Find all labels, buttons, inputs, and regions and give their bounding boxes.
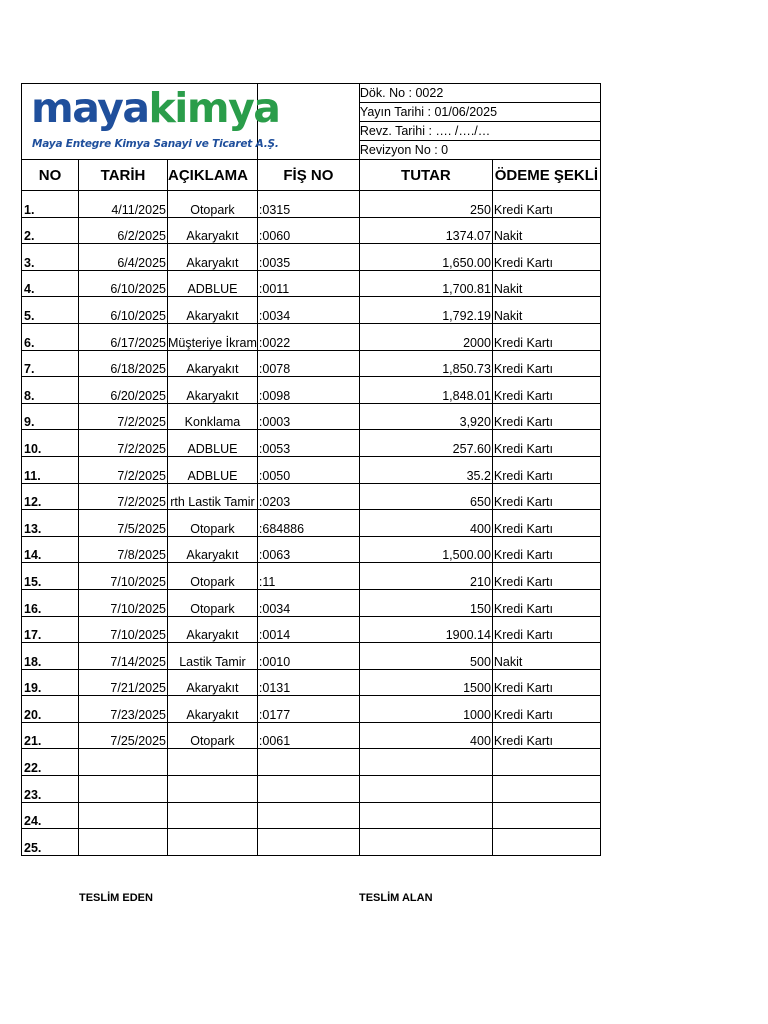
cell-receipt-no: :0034 — [257, 297, 359, 324]
cell-payment: Kredi Kartı — [492, 510, 600, 537]
cell-amount: 3,920 — [359, 403, 492, 430]
cell-no: 19. — [22, 669, 79, 696]
cell-no: 25. — [22, 829, 79, 856]
cell-date — [79, 829, 168, 856]
cell-receipt-no: :0060 — [257, 217, 359, 244]
table-row — [22, 616, 601, 643]
cell-amount: 150 — [359, 589, 492, 616]
column-header-amount: TUTAR — [359, 160, 492, 191]
cell-description: Otopark — [168, 722, 258, 749]
cell-date: 7/2/2025 — [79, 403, 168, 430]
cell-description: Akaryakıt — [168, 616, 258, 643]
logo-word-maya: maya — [31, 84, 149, 132]
cell-payment: Nakit — [492, 270, 600, 297]
cell-receipt-no: :0022 — [257, 323, 359, 350]
cell-description: ADBLUE — [168, 456, 258, 483]
table-row — [22, 669, 601, 696]
cell-no: 20. — [22, 696, 79, 723]
table-row — [22, 456, 601, 483]
cell-date: 7/2/2025 — [79, 430, 168, 457]
table-row — [22, 377, 601, 404]
cell-description — [168, 749, 258, 776]
cell-no: 22. — [22, 749, 79, 776]
cell-date: 6/10/2025 — [79, 270, 168, 297]
cell-payment: Kredi Kartı — [492, 456, 600, 483]
cell-date: 4/11/2025 — [79, 191, 168, 218]
expense-sheet-table — [21, 83, 601, 856]
cell-amount: 1,792.19 — [359, 297, 492, 324]
table-row — [22, 829, 601, 856]
cell-description: Akaryakıt — [168, 350, 258, 377]
cell-amount: 1,700.81 — [359, 270, 492, 297]
table-row — [22, 483, 601, 510]
cell-description: Otopark — [168, 191, 258, 218]
cell-receipt-no: :0010 — [257, 643, 359, 670]
cell-receipt-no: :0063 — [257, 536, 359, 563]
cell-payment: Kredi Kartı — [492, 669, 600, 696]
cell-amount — [359, 802, 492, 829]
cell-receipt-no — [257, 776, 359, 803]
table-row — [22, 536, 601, 563]
cell-no: 12. — [22, 483, 79, 510]
cell-no: 3. — [22, 244, 79, 271]
cell-amount: 2000 — [359, 323, 492, 350]
cell-description: Konklama — [168, 403, 258, 430]
cell-receipt-no: :0011 — [257, 270, 359, 297]
table-row — [22, 696, 601, 723]
cell-amount — [359, 776, 492, 803]
cell-no: 10. — [22, 430, 79, 457]
cell-no: 16. — [22, 589, 79, 616]
cell-payment: Kredi Kartı — [492, 722, 600, 749]
cell-receipt-no: :0053 — [257, 430, 359, 457]
cell-description: Otopark — [168, 563, 258, 590]
cell-receipt-no: :0014 — [257, 616, 359, 643]
cell-no: 4. — [22, 270, 79, 297]
table-row — [22, 430, 601, 457]
cell-description — [168, 829, 258, 856]
table-row — [22, 403, 601, 430]
logo-wordmark — [31, 84, 279, 132]
cell-amount: 1900.14 — [359, 616, 492, 643]
cell-description: Akaryakıt — [168, 696, 258, 723]
cell-payment: Kredi Kartı — [492, 589, 600, 616]
table-row — [22, 643, 601, 670]
cell-date: 7/8/2025 — [79, 536, 168, 563]
cell-payment: Kredi Kartı — [492, 323, 600, 350]
cell-payment: Kredi Kartı — [492, 616, 600, 643]
cell-no: 21. — [22, 722, 79, 749]
cell-payment: Kredi Kartı — [492, 377, 600, 404]
cell-no: 11. — [22, 456, 79, 483]
table-row — [22, 802, 601, 829]
table-row — [22, 297, 601, 324]
cell-date — [79, 776, 168, 803]
cell-date: 6/20/2025 — [79, 377, 168, 404]
cell-payment: Kredi Kartı — [492, 563, 600, 590]
cell-payment: Kredi Kartı — [492, 430, 600, 457]
cell-receipt-no — [257, 802, 359, 829]
cell-no: 23. — [22, 776, 79, 803]
table-row — [22, 270, 601, 297]
cell-payment: Nakit — [492, 297, 600, 324]
cell-receipt-no: :0315 — [257, 191, 359, 218]
cell-receipt-no: :0131 — [257, 669, 359, 696]
cell-receipt-no: :11 — [257, 563, 359, 590]
table-row — [22, 217, 601, 244]
company-logo — [22, 84, 280, 160]
column-header-date: TARİH — [79, 160, 168, 191]
cell-payment — [492, 802, 600, 829]
cell-description: Müşteriye İkram — [168, 323, 258, 350]
cell-payment: Kredi Kartı — [492, 403, 600, 430]
cell-date: 7/2/2025 — [79, 456, 168, 483]
cell-no: 24. — [22, 802, 79, 829]
cell-date — [79, 802, 168, 829]
cell-amount: 1,850.73 — [359, 350, 492, 377]
column-header-payment: ÖDEME ŞEKLİ — [492, 160, 600, 191]
column-header-row — [22, 160, 601, 191]
cell-no: 13. — [22, 510, 79, 537]
header-row-1 — [22, 84, 601, 103]
cell-receipt-no: :0035 — [257, 244, 359, 271]
cell-receipt-no: :0003 — [257, 403, 359, 430]
cell-receipt-no — [257, 829, 359, 856]
cell-date: 7/21/2025 — [79, 669, 168, 696]
cell-date: 6/2/2025 — [79, 217, 168, 244]
cell-date: 6/18/2025 — [79, 350, 168, 377]
cell-payment: Kredi Kartı — [492, 350, 600, 377]
cell-date: 6/17/2025 — [79, 323, 168, 350]
cell-description: Akaryakıt — [168, 669, 258, 696]
cell-description: Lastik Tamir — [168, 643, 258, 670]
cell-description — [168, 802, 258, 829]
cell-payment: Kredi Kartı — [492, 244, 600, 271]
cell-no: 2. — [22, 217, 79, 244]
cell-amount: 1,650.00 — [359, 244, 492, 271]
cell-amount: 1,848.01 — [359, 377, 492, 404]
column-header-receipt-no: FİŞ NO — [257, 160, 359, 191]
table-row — [22, 589, 601, 616]
delivered-by-label: TESLİM EDEN — [79, 892, 153, 904]
cell-payment: Kredi Kartı — [492, 191, 600, 218]
cell-no: 6. — [22, 323, 79, 350]
cell-amount: 210 — [359, 563, 492, 590]
cell-description: Akaryakıt — [168, 536, 258, 563]
cell-amount: 400 — [359, 722, 492, 749]
cell-payment: Kredi Kartı — [492, 696, 600, 723]
cell-no: 15. — [22, 563, 79, 590]
table-row — [22, 510, 601, 537]
cell-description: Otopark — [168, 589, 258, 616]
cell-amount: 35.2 — [359, 456, 492, 483]
cell-payment — [492, 829, 600, 856]
table-row — [22, 776, 601, 803]
cell-payment: Nakit — [492, 643, 600, 670]
cell-description: Akaryakıt — [168, 217, 258, 244]
cell-amount: 1000 — [359, 696, 492, 723]
cell-date: 7/10/2025 — [79, 616, 168, 643]
cell-description: Akaryakıt — [168, 244, 258, 271]
cell-no: 5. — [22, 297, 79, 324]
cell-receipt-no: :0050 — [257, 456, 359, 483]
table-row — [22, 323, 601, 350]
cell-no: 7. — [22, 350, 79, 377]
cell-amount: 250 — [359, 191, 492, 218]
cell-payment — [492, 749, 600, 776]
table-row — [22, 722, 601, 749]
cell-date — [79, 749, 168, 776]
revision-number: Revizyon No : 0 — [359, 141, 600, 160]
cell-payment: Nakit — [492, 217, 600, 244]
logo-subtitle: Maya Entegre Kimya Sanayi ve Ticaret A.Ş. — [32, 138, 279, 150]
cell-payment: Kredi Kartı — [492, 483, 600, 510]
received-by-label: TESLİM ALAN — [359, 892, 433, 904]
table-row — [22, 191, 601, 218]
cell-description: ADBLUE — [168, 270, 258, 297]
cell-receipt-no: :0061 — [257, 722, 359, 749]
table-row — [22, 244, 601, 271]
table-row — [22, 749, 601, 776]
cell-no: 8. — [22, 377, 79, 404]
cell-date: 7/25/2025 — [79, 722, 168, 749]
cell-date: 7/2/2025 — [79, 483, 168, 510]
cell-date: 7/10/2025 — [79, 563, 168, 590]
cell-amount: 1374.07 — [359, 217, 492, 244]
cell-date: 7/5/2025 — [79, 510, 168, 537]
cell-amount: 400 — [359, 510, 492, 537]
cell-amount: 1500 — [359, 669, 492, 696]
publish-date: Yayın Tarihi : 01/06/2025 — [359, 103, 600, 122]
cell-no: 9. — [22, 403, 79, 430]
cell-receipt-no: :0177 — [257, 696, 359, 723]
cell-amount — [359, 749, 492, 776]
cell-date: 6/4/2025 — [79, 244, 168, 271]
table-row — [22, 563, 601, 590]
cell-description — [168, 776, 258, 803]
logo-word-kimya: kimya — [148, 84, 280, 132]
cell-receipt-no: :0203 — [257, 483, 359, 510]
doc-number: Dök. No : 0022 — [359, 84, 600, 103]
cell-date: 6/10/2025 — [79, 297, 168, 324]
revision-date: Revz. Tarihi : …. /…./… — [359, 122, 600, 141]
cell-amount: 257.60 — [359, 430, 492, 457]
cell-payment — [492, 776, 600, 803]
cell-amount — [359, 829, 492, 856]
cell-receipt-no: :684886 — [257, 510, 359, 537]
cell-date: 7/10/2025 — [79, 589, 168, 616]
sheet-body — [22, 84, 601, 856]
cell-amount: 1,500.00 — [359, 536, 492, 563]
cell-receipt-no: :0098 — [257, 377, 359, 404]
cell-payment: Kredi Kartı — [492, 536, 600, 563]
cell-description: ADBLUE — [168, 430, 258, 457]
cell-no: 17. — [22, 616, 79, 643]
cell-description: Akaryakıt — [168, 377, 258, 404]
column-header-description: AÇIKLAMA — [168, 160, 258, 191]
column-header-no: NO — [22, 160, 79, 191]
cell-no: 1. — [22, 191, 79, 218]
cell-no: 18. — [22, 643, 79, 670]
table-row — [22, 350, 601, 377]
cell-description: Otopark — [168, 510, 258, 537]
cell-receipt-no — [257, 749, 359, 776]
cell-no: 14. — [22, 536, 79, 563]
cell-receipt-no: :0034 — [257, 589, 359, 616]
cell-amount: 500 — [359, 643, 492, 670]
cell-receipt-no: :0078 — [257, 350, 359, 377]
cell-date: 7/14/2025 — [79, 643, 168, 670]
cell-date: 7/23/2025 — [79, 696, 168, 723]
cell-amount: 650 — [359, 483, 492, 510]
cell-description: Akaryakıt — [168, 297, 258, 324]
cell-description: rth Lastik Tamir — [168, 483, 258, 510]
